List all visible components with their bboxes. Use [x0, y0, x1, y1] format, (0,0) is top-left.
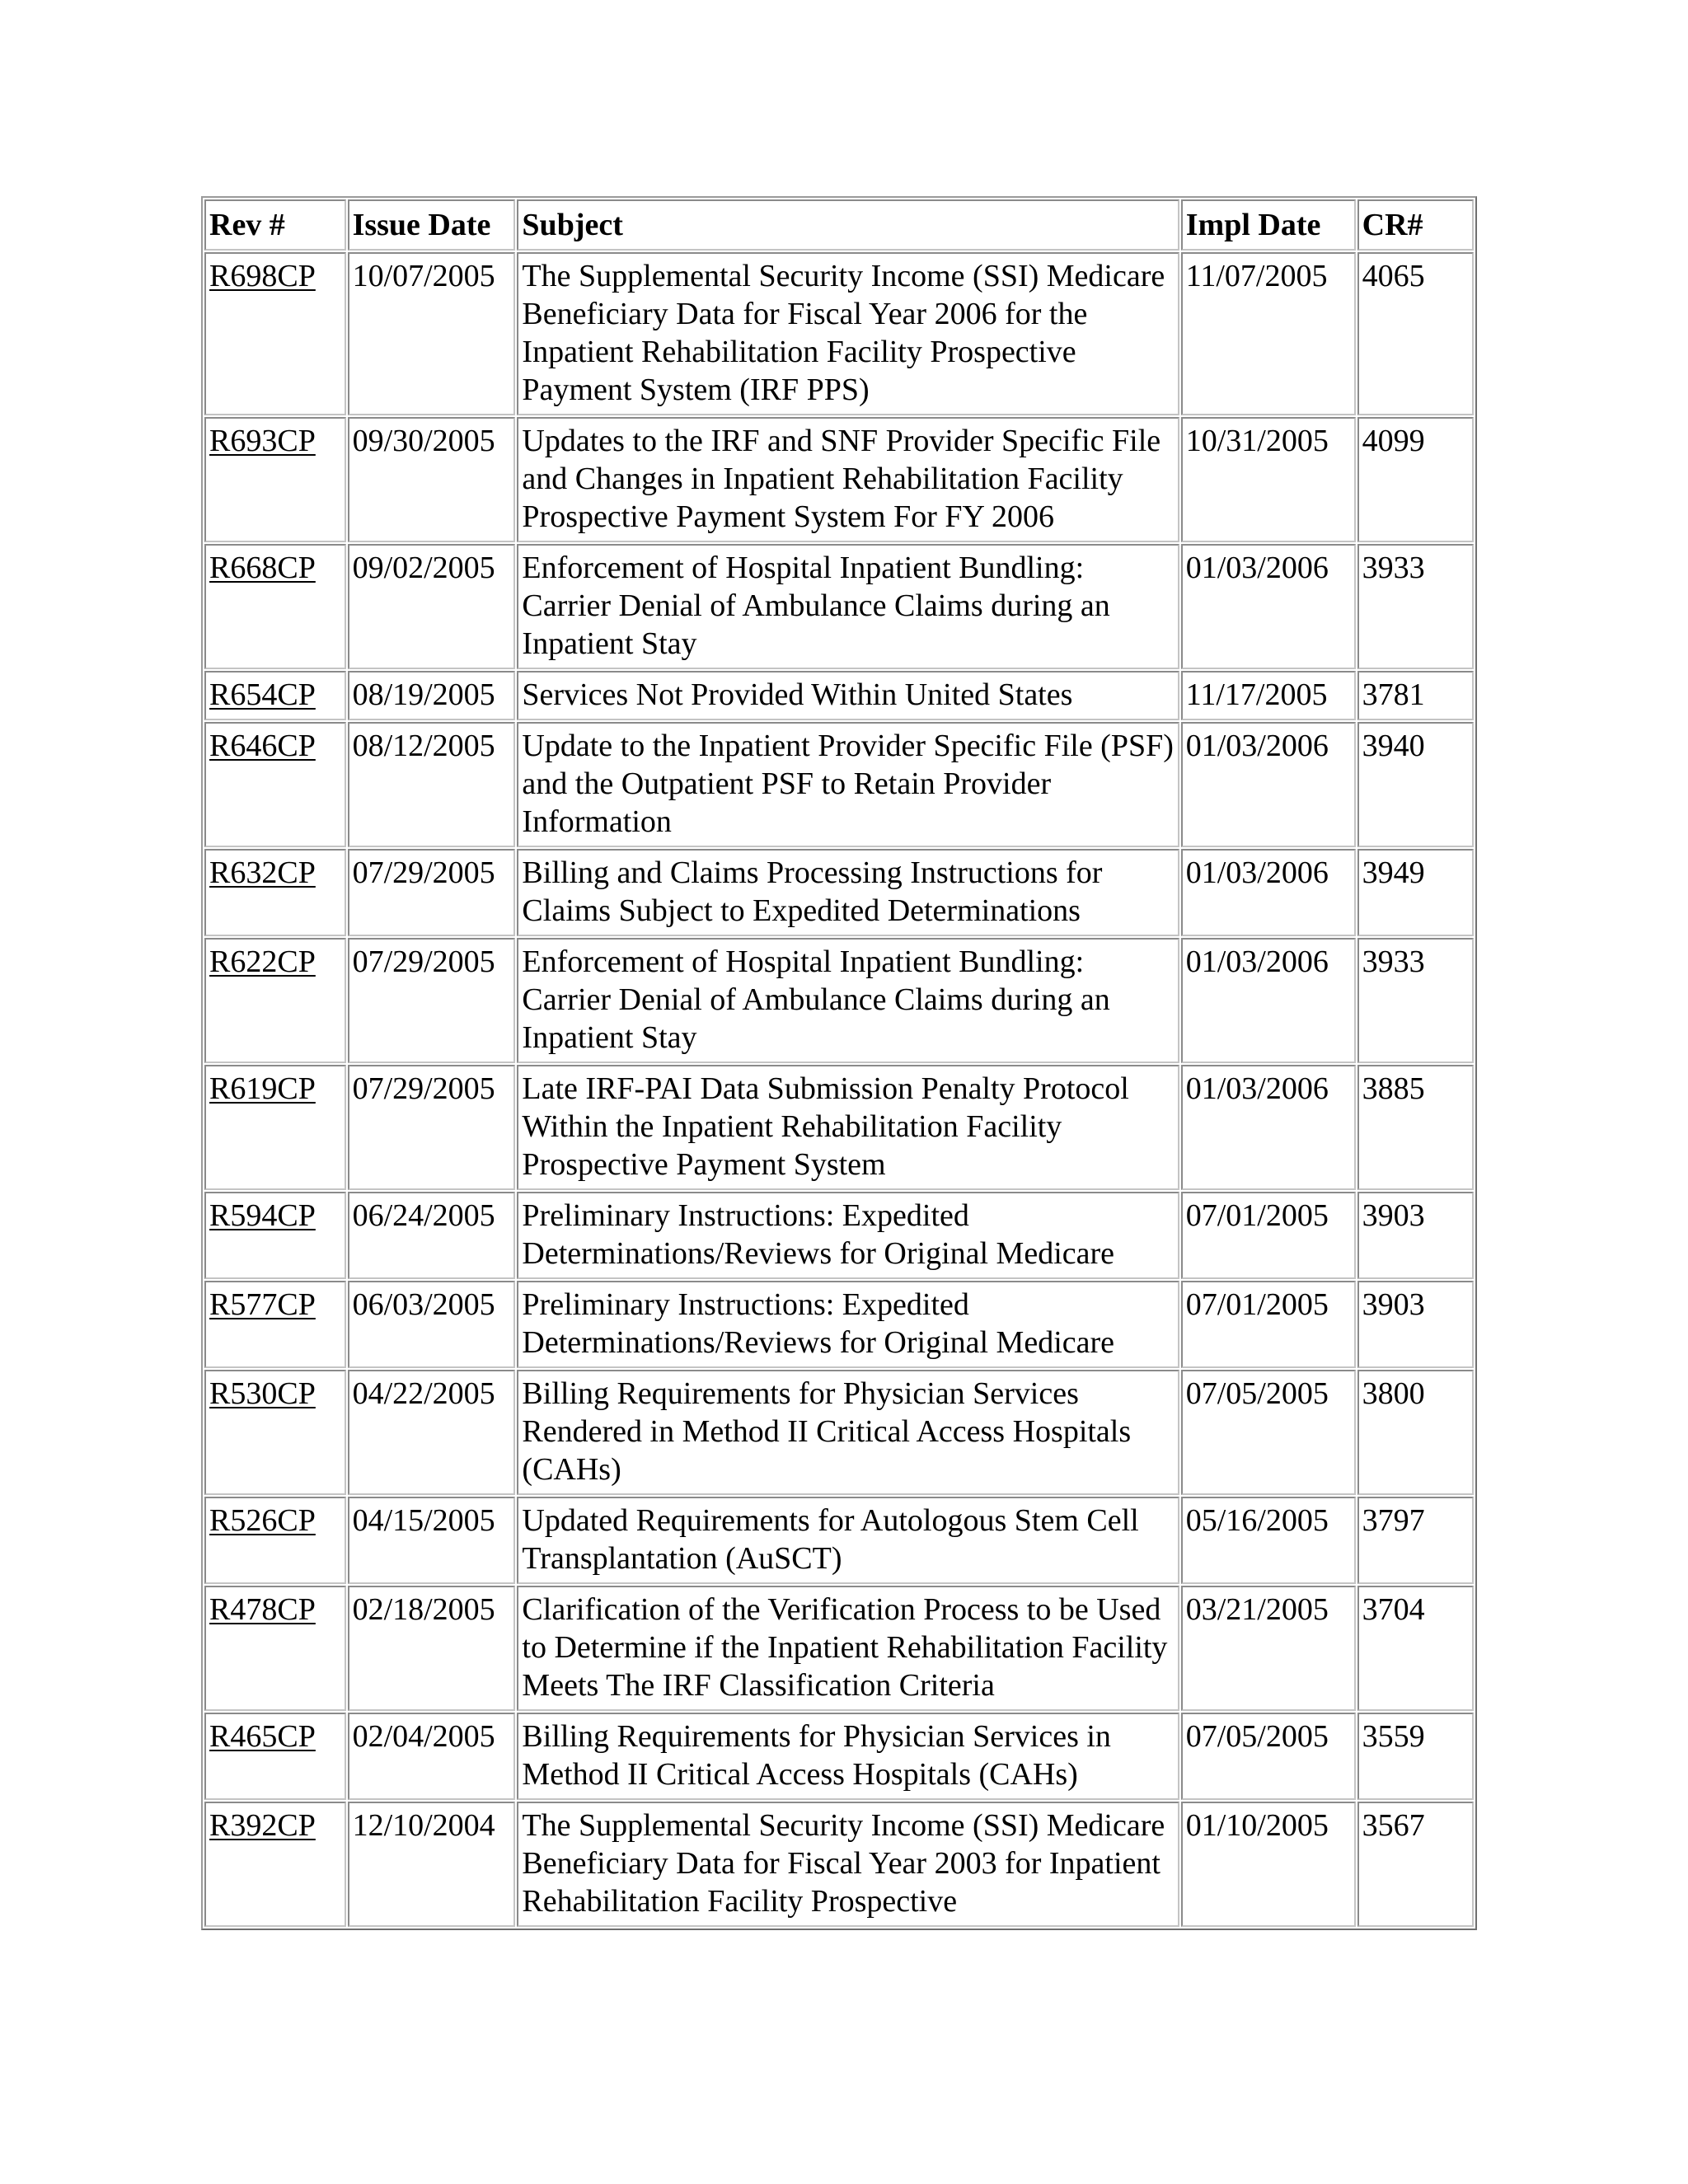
rev-link[interactable]: R392CP — [209, 1808, 316, 1843]
subject-cell: Clarification of the Verification Process to be Used to Determine if the Inpatient Rehabilitation Facility Meets The IRF Classification Criteria — [517, 1586, 1179, 1711]
subject-cell: Preliminary Instructions: Expedited Determinations/Reviews for Original Medicare — [517, 1281, 1179, 1368]
table-row — [204, 544, 1474, 669]
table-row — [204, 849, 1474, 936]
cr-cell: 4065 — [1357, 252, 1474, 415]
cr-cell: 3797 — [1357, 1497, 1474, 1584]
subject-cell: The Supplemental Security Income (SSI) Medicare Beneficiary Data for Fiscal Year 2006 for the Inpatient Rehabilitation Facility Prospective Payment System (IRF PPS) — [517, 252, 1179, 415]
rev-cell — [204, 849, 346, 936]
table-row — [204, 938, 1474, 1063]
impl-date-cell: 03/21/2005 — [1181, 1586, 1356, 1711]
issue-date-cell: 08/19/2005 — [348, 671, 516, 720]
cr-cell: 3933 — [1357, 544, 1474, 669]
table-row — [204, 1713, 1474, 1800]
rev-cell — [204, 1192, 346, 1279]
header-subject: Subject — [517, 199, 1179, 251]
rev-cell — [204, 1713, 346, 1800]
subject-cell: Services Not Provided Within United States — [517, 671, 1179, 720]
rev-cell — [204, 417, 346, 542]
header-cr: CR# — [1357, 199, 1474, 251]
rev-link[interactable]: R698CP — [209, 259, 316, 293]
impl-date-cell: 07/05/2005 — [1181, 1370, 1356, 1495]
rev-cell — [204, 1802, 346, 1927]
subject-cell: Billing and Claims Processing Instructions for Claims Subject to Expedited Determinations — [517, 849, 1179, 936]
subject-cell: Billing Requirements for Physician Services in Method II Critical Access Hospitals (CAHs) — [517, 1713, 1179, 1800]
impl-date-cell: 01/03/2006 — [1181, 1065, 1356, 1190]
table-header-row — [204, 199, 1474, 251]
issue-date-cell: 06/24/2005 — [348, 1192, 516, 1279]
issue-date-cell: 07/29/2005 — [348, 1065, 516, 1190]
cr-cell: 4099 — [1357, 417, 1474, 542]
cr-cell: 3903 — [1357, 1281, 1474, 1368]
rev-link[interactable]: R646CP — [209, 729, 316, 763]
subject-cell: Enforcement of Hospital Inpatient Bundling: Carrier Denial of Ambulance Claims during an Inpatient Stay — [517, 938, 1179, 1063]
revision-table — [201, 196, 1477, 1930]
rev-cell — [204, 1586, 346, 1711]
table-row — [204, 417, 1474, 542]
impl-date-cell: 01/10/2005 — [1181, 1802, 1356, 1927]
rev-cell — [204, 1370, 346, 1495]
subject-cell: The Supplemental Security Income (SSI) Medicare Beneficiary Data for Fiscal Year 2003 for Inpatient Rehabilitation Facility Prospective — [517, 1802, 1179, 1927]
table-row — [204, 1192, 1474, 1279]
impl-date-cell: 01/03/2006 — [1181, 938, 1356, 1063]
table-row — [204, 1370, 1474, 1495]
impl-date-cell: 05/16/2005 — [1181, 1497, 1356, 1584]
issue-date-cell: 10/07/2005 — [348, 252, 516, 415]
impl-date-cell: 11/07/2005 — [1181, 252, 1356, 415]
rev-link[interactable]: R577CP — [209, 1287, 316, 1322]
issue-date-cell: 09/30/2005 — [348, 417, 516, 542]
rev-link[interactable]: R693CP — [209, 424, 316, 458]
table-row — [204, 1586, 1474, 1711]
cr-cell: 3781 — [1357, 671, 1474, 720]
subject-cell: Preliminary Instructions: Expedited Determinations/Reviews for Original Medicare — [517, 1192, 1179, 1279]
subject-cell: Late IRF-PAI Data Submission Penalty Protocol Within the Inpatient Rehabilitation Facility Prospective Payment System — [517, 1065, 1179, 1190]
header-impl-date: Impl Date — [1181, 199, 1356, 251]
impl-date-cell: 07/05/2005 — [1181, 1713, 1356, 1800]
issue-date-cell: 06/03/2005 — [348, 1281, 516, 1368]
issue-date-cell: 02/04/2005 — [348, 1713, 516, 1800]
subject-cell: Billing Requirements for Physician Services Rendered in Method II Critical Access Hospitals (CAHs) — [517, 1370, 1179, 1495]
rev-link[interactable]: R478CP — [209, 1592, 316, 1627]
impl-date-cell: 01/03/2006 — [1181, 722, 1356, 847]
rev-link[interactable]: R622CP — [209, 944, 316, 979]
subject-cell: Updated Requirements for Autologous Stem Cell Transplantation (AuSCT) — [517, 1497, 1179, 1584]
rev-link[interactable]: R594CP — [209, 1198, 316, 1233]
subject-cell: Updates to the IRF and SNF Provider Specific File and Changes in Inpatient Rehabilitation Facility Prospective Payment System For FY 2006 — [517, 417, 1179, 542]
issue-date-cell: 02/18/2005 — [348, 1586, 516, 1711]
cr-cell: 3940 — [1357, 722, 1474, 847]
cr-cell: 3704 — [1357, 1586, 1474, 1711]
rev-cell — [204, 722, 346, 847]
cr-cell: 3885 — [1357, 1065, 1474, 1190]
issue-date-cell: 04/22/2005 — [348, 1370, 516, 1495]
rev-cell — [204, 544, 346, 669]
impl-date-cell: 11/17/2005 — [1181, 671, 1356, 720]
cr-cell: 3903 — [1357, 1192, 1474, 1279]
rev-link[interactable]: R632CP — [209, 855, 316, 890]
rev-cell — [204, 1497, 346, 1584]
impl-date-cell: 01/03/2006 — [1181, 544, 1356, 669]
table-row — [204, 252, 1474, 415]
cr-cell: 3949 — [1357, 849, 1474, 936]
issue-date-cell: 12/10/2004 — [348, 1802, 516, 1927]
table-row — [204, 1802, 1474, 1927]
rev-link[interactable]: R465CP — [209, 1719, 316, 1754]
issue-date-cell: 07/29/2005 — [348, 938, 516, 1063]
rev-cell — [204, 938, 346, 1063]
impl-date-cell: 01/03/2006 — [1181, 849, 1356, 936]
cr-cell: 3933 — [1357, 938, 1474, 1063]
rev-cell — [204, 1065, 346, 1190]
cr-cell: 3567 — [1357, 1802, 1474, 1927]
rev-link[interactable]: R654CP — [209, 677, 316, 712]
table-row — [204, 1281, 1474, 1368]
rev-link[interactable]: R619CP — [209, 1071, 316, 1106]
rev-link[interactable]: R668CP — [209, 551, 316, 585]
cr-cell: 3800 — [1357, 1370, 1474, 1495]
rev-cell — [204, 252, 346, 415]
header-rev: Rev # — [204, 199, 346, 251]
rev-cell — [204, 1281, 346, 1368]
subject-cell: Update to the Inpatient Provider Specific File (PSF) and the Outpatient PSF to Retain Provider Information — [517, 722, 1179, 847]
table-row — [204, 722, 1474, 847]
rev-cell — [204, 671, 346, 720]
issue-date-cell: 08/12/2005 — [348, 722, 516, 847]
issue-date-cell: 09/02/2005 — [348, 544, 516, 669]
cr-cell: 3559 — [1357, 1713, 1474, 1800]
issue-date-cell: 07/29/2005 — [348, 849, 516, 936]
table-row — [204, 671, 1474, 720]
table-row — [204, 1065, 1474, 1190]
table-row — [204, 1497, 1474, 1584]
impl-date-cell: 07/01/2005 — [1181, 1192, 1356, 1279]
impl-date-cell: 07/01/2005 — [1181, 1281, 1356, 1368]
issue-date-cell: 04/15/2005 — [348, 1497, 516, 1584]
rev-link[interactable]: R530CP — [209, 1376, 316, 1411]
header-issue-date: Issue Date — [348, 199, 516, 251]
subject-cell: Enforcement of Hospital Inpatient Bundling: Carrier Denial of Ambulance Claims during an Inpatient Stay — [517, 544, 1179, 669]
rev-link[interactable]: R526CP — [209, 1503, 316, 1538]
impl-date-cell: 10/31/2005 — [1181, 417, 1356, 542]
